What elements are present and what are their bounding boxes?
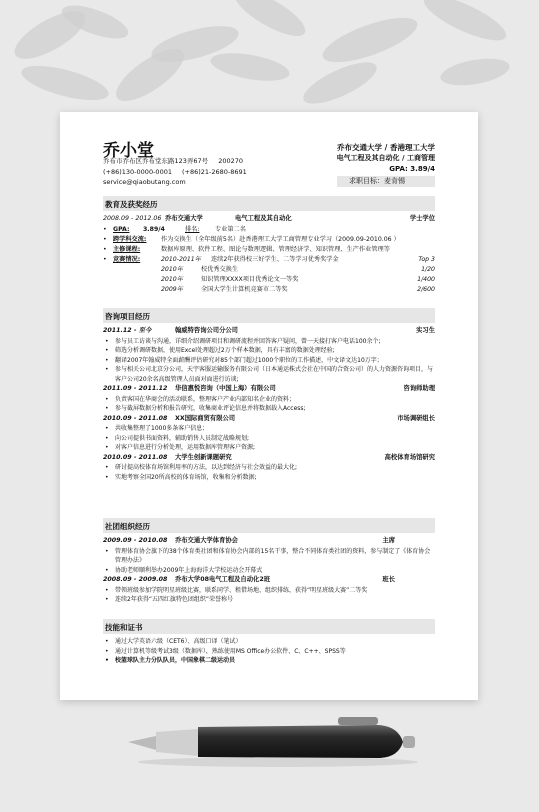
- skills-section: [103, 619, 435, 666]
- courses-row: • 主修课程: 数据库原理、软件工程、图论与数理逻辑、管理经济学、知识管理、生产作业管理等: [103, 245, 390, 253]
- bullet: • 筛选分析调研数据，使用Excel处理超过2万个样本数据，具有丰富的数据处理经验;: [105, 347, 335, 354]
- bullet: • 共收集整理了1000多条客户信息；: [105, 425, 209, 432]
- club-header: 2009.09 - 2010.08 乔布交通大学体育协会 主席: [103, 537, 395, 544]
- bullet: • 向公司提供书面资料，辅助销售人员制定战略规划;: [105, 434, 250, 442]
- education-section: [103, 196, 435, 295]
- bullet: • 负责客国在华商会的活动联系，整理客户产业内部知名企业的资料；: [105, 395, 296, 403]
- major: 电气工程及其自动化: [235, 215, 292, 222]
- bullet: • 通过大学英语六级（CET6）、高级口译（笔试）: [105, 638, 242, 645]
- objective: 求职目标：麦肯锡: [337, 176, 435, 187]
- degree: 学士学位: [409, 215, 435, 222]
- bullet: • 翻译2007年翰威特全面薪酬评估研究对85个部门超过1000个职位的工作描述，中文译文达10万字；: [105, 356, 383, 364]
- bullet: • 实地考察全国20所高校的体育场馆，收集和分析数据;: [105, 473, 257, 481]
- clubs-section: [103, 518, 435, 605]
- competition-row: • 竞赛情况: 2010-2011年 连续2年获得校三好学生、二等学习优秀奖学金 Top 3: [103, 255, 435, 263]
- candidate-name: 乔小堂: [103, 141, 154, 161]
- bullet: • 连续2年获得“五四红旗特色团组织”荣誉称号: [105, 596, 234, 603]
- club-header: 2008.09 - 2009.08 乔布大学08电气工程及自动化2班 班长: [103, 576, 395, 583]
- project-header: 2010.09 - 2011.08 大学生创新课题研究 高校体育场馆研究: [103, 453, 435, 461]
- bullet: • 参与员工访谈与沟通，详细介绍调研项目和调研流程并回答客户疑问，曾一天接打客户电话100余个;: [105, 337, 381, 345]
- postcode: 200270: [218, 157, 244, 165]
- phone-1: (+86)130-0000-0001: [103, 167, 172, 176]
- email: service@qiaobutang.com: [103, 178, 186, 186]
- header-right: [337, 142, 435, 187]
- award-row: 2010年 校优秀交换生 1/20: [161, 265, 435, 273]
- section-title: 咨询项目经历: [103, 308, 435, 323]
- section-title: 教育及获奖经历: [103, 196, 435, 211]
- bullet: • 研讨提高校体育场馆利用率的方法，以达到经济与社会效益的最大化;: [105, 464, 298, 471]
- school: 乔布交通大学: [165, 215, 203, 222]
- bullet: • 校篮球队主力分队队员，中国象棋二级运动员: [105, 657, 236, 664]
- phone-2: (+86)21-2680-8691: [181, 167, 247, 176]
- project-header: 2011.12 - 至今 翰威特咨询公司分公司 实习生: [103, 327, 435, 334]
- schools: 乔布交通大学 / 香港理工大学: [337, 143, 435, 152]
- section-title: 技能和证书: [103, 619, 435, 634]
- bullet: • 协助老师顺利举办2009年上海海洋大学校运动会开幕式: [105, 566, 263, 574]
- bullet: • 参与相关公司北京分公司，天宇客服运输服务有限公司（日本通运株式会社在中国的合资公司）的人力资源咨询项目，与客户公司20余名高级管理人员面对面进行访谈;: [105, 366, 434, 383]
- bullet: • 通过计算机等级考试3级（数据库），熟练使用MS Office办公软件、C、C++、SPSS等: [105, 647, 346, 655]
- bullet: • 对客户信息进行分析处理，运用数据库管理客户资源;: [105, 444, 256, 451]
- address: 乔布市乔布区乔布堂东路123弄67号: [103, 157, 209, 165]
- bullet: • 参与截屏数据分析和报告研究，收集商业评论信息并将数据载入Access;: [105, 405, 306, 412]
- award-row: 2010年 知识管理XXXX项目优秀论文一等奖 1/400: [161, 275, 435, 283]
- majors: 电气工程及其自动化 / 工商管理: [336, 154, 435, 162]
- consulting-section: [103, 308, 435, 482]
- bullet: • 管理体育协会旗下的38个体育类社团和体育协会内部的15名干事，整合不同体育类社团的资料，参与制定了《体育协会管理办法》: [105, 547, 431, 564]
- bullet: • 带领班级参加学院明星班级比赛，联系同学、租借场地、组织排练，获得“明星班级大赛”二等奖: [105, 586, 368, 594]
- resume-paper: [60, 112, 478, 700]
- gpa: GPA: 3.89/4: [389, 165, 435, 173]
- project-header: 2011.09 - 2011.12 华信惠悦咨询（中国上海）有限公司 咨询师助理: [103, 385, 435, 392]
- award-row: 2009年 全国大学生计算机竞赛市二等奖 2/600: [161, 285, 435, 293]
- section-title: 社团组织经历: [103, 518, 435, 533]
- gpa-row: • GPA: 3.89/4 排名: 专业第二名: [103, 225, 246, 233]
- pen-image: [128, 712, 418, 772]
- exchange-row: • 跨学科交流: 作为交换生（全年级前5名）赴香港理工大学工商管理专业学习（2009.09-2010.06 ）: [103, 235, 400, 243]
- education-row: [103, 214, 435, 225]
- date: 2008.09 - 2012.06: [103, 215, 162, 222]
- contact-info: [103, 156, 247, 188]
- project-header: 2010.09 - 2011.08 XX国际商贸有限公司 市场调研组长: [103, 414, 435, 422]
